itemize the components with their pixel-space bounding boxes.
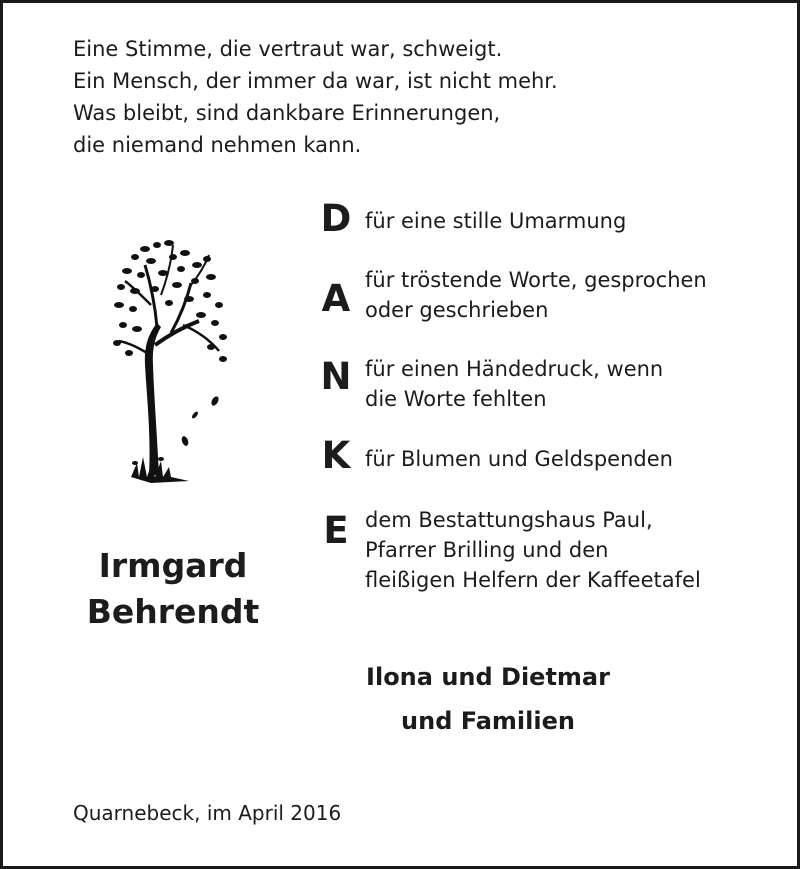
danke-line: oder geschrieben — [365, 298, 549, 322]
danke-letter-d: D — [320, 197, 352, 240]
tree-with-falling-leaves-icon — [111, 235, 231, 495]
place-date: Quarnebeck, im April 2016 — [73, 801, 342, 825]
danke-line: dem Bestattungshaus Paul, — [365, 508, 653, 532]
danke-line: für Blumen und Geldspenden — [365, 447, 673, 471]
signers — [303, 655, 673, 743]
deceased-name — [53, 543, 293, 635]
danke-line: Pfarrer Brilling und den — [365, 538, 609, 562]
danke-row-n — [365, 354, 785, 414]
danke-letter-a: A — [321, 277, 351, 320]
danke-line: für einen Händedruck, wenn — [365, 357, 664, 381]
signers-line: und Familien — [401, 707, 575, 735]
poem-line: Was bleibt, sind dankbare Erinnerungen, — [73, 101, 501, 125]
deceased-first-name: Irmgard — [98, 546, 248, 585]
danke-line: für eine stille Umarmung — [365, 209, 627, 233]
danke-line: die Worte fehlten — [365, 387, 547, 411]
danke-letter-k: K — [321, 434, 351, 477]
danke-row-a — [365, 265, 785, 325]
danke-line: fleißigen Helfern der Kaffeetafel — [365, 568, 701, 592]
poem — [73, 33, 693, 161]
danke-letter-e: E — [323, 509, 349, 552]
danke-line: für tröstende Worte, gesprochen — [365, 268, 707, 292]
signers-line: Ilona und Dietmar — [366, 663, 610, 691]
danke-row-e — [365, 505, 785, 595]
deceased-last-name: Behrendt — [86, 592, 260, 631]
danke-letter-n: N — [320, 355, 352, 398]
poem-line: Eine Stimme, die vertraut war, schweigt. — [73, 37, 503, 61]
danke-row-k — [365, 444, 785, 474]
poem-line: die niemand nehmen kann. — [73, 133, 362, 157]
danke-row-d — [365, 206, 785, 236]
poem-line: Ein Mensch, der immer da war, ist nicht mehr. — [73, 69, 558, 93]
